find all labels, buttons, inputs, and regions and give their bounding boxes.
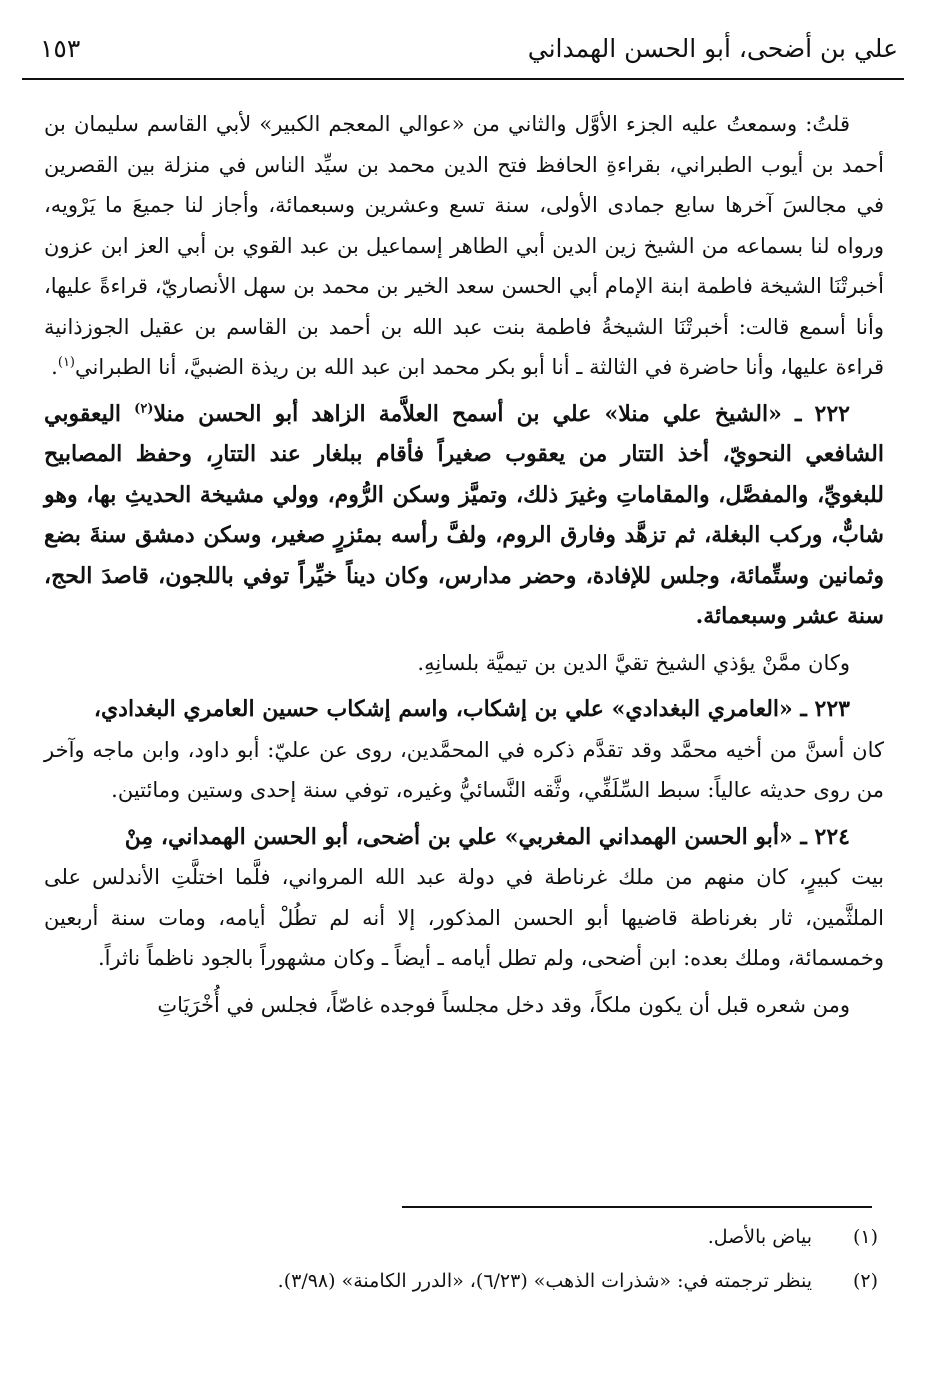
entry-224-body: بيت كبيرٍ، كان منهم من ملك غرناطة في دولة عبد الله المرواني، فلَّما اختلَّتِ الأندلس على الملثَّمين، ثار بغرناطة قاضيها أبو الحسن المذكور، إلا أنه لم تطُلْ أيامه، ومات سنة أربعين وخمسمائة، وملك بعده: ابن أضحى، ولم تطل أيامه ـ أيضاً ـ وكان مشهوراً بالجود ناظماً ناثراً. (44, 865, 884, 970)
footnote-reference: (١) (57, 355, 75, 370)
entry-223-body: كان أسنَّ من أخيه محمَّد وقد تقدَّم ذكره في المحمَّدين، روى عن عليّ: أبو داود، وابن ماجه وآخر من روى حديثه عالياً: سبط السِّلَفِّي، وثَّقه النَّسائيُّ وغيره، توفي سنة إحدى وستين ومائتين. (44, 737, 884, 802)
entry-223-heading: ٢٢٣ ـ «العامري البغدادي» علي بن إشكاب، واسم إشكاب حسين العامري البغدادي، (93, 696, 850, 722)
footnote-number: (٢) (852, 1270, 878, 1292)
paragraph-remark: وكان ممَّنْ يؤذي الشيخ تقيَّ الدين بن تيميَّة بلسانِهِ. (417, 650, 850, 675)
entry-222 (44, 394, 884, 637)
page-number: ١٥٣ (40, 34, 81, 63)
entry-222-heading: ٢٢٢ ـ «الشيخ علي منلا» علي بن أسمح العلاَّمة الزاهد أبو الحسن منلا (153, 400, 850, 427)
footnote-number: (١) (852, 1226, 878, 1248)
entry-222-body: اليعقوبي الشافعي النحويّ، أخذ التتار من يعقوب صغيراً فأقام ببلغار عند التتارِ، وحفظ المصابيح للبغويِّ، والمفصَّل، والمقاماتِ وغيرَ ذلك، وتميَّز وسكن الرُّوم، وولي مشيخة الحديثِ بها، وهو شابٌّ، وركب البغلة، ثم تزهَّد وفارق الروم، ولفَّ رأسه بمئزرٍ صغير، وسكن دمشق سنةَ بضع وثمانين وستِّمائة، وجلس للإفادة، وحضر مدارس، وكان ديناً خيِّراً توفي باللجون، قاصدَ الحج، سنة عشر وسبعمائة. (44, 400, 884, 629)
footnote-text: ينظر ترجمته في: «شذرات الذهب» (٦/٢٣)، «الدرر الكامنة» (٣/٩٨). (277, 1270, 812, 1292)
paragraph-poetry-intro: ومن شعره قبل أن يكون ملكاً، وقد دخل مجلساً فوجده غاصّاً، فجلس في أُخْرَيَاتِ (157, 992, 850, 1017)
footnote-text: بياض بالأصل. (707, 1226, 812, 1248)
paragraph-end: . (51, 355, 58, 379)
footnote-1 (44, 1226, 878, 1248)
paragraph-text: قلتُ: وسمعتُ عليه الجزء الأوَّل والثاني من «عوالي المعجم الكبير» لأبي القاسم سليمان بن أحمد بن أيوب الطبراني، بقراءةِ الحافظ فتح الدين محمد بن سيِّد الناس في منزلة بين القصرين في مجالسَ آخرها سابع جمادى الأولى، سنة تسع وعشرين وسبعمائة، وأجاز لنا جميعَ ما يَرْويه، ورواه لنا بسماعه من الشيخ زين الدين أبي الطاهر إسماعيل بن عبد القوي بن أبي العز ابن عزون أخبرتْنَا الشيخة فاطمة ابنة الإمام أبي الحسن سعد الخير بن محمد بن سهل الأنصاريّ، قراءةً عليها، وأنا أسمع قالت: أخبرتْنَا الشيخةُ فاطمة بنت عبد الله بن أحمد بن القاسم بن عقيل الجوزذانية قراءة عليها، وأنا حاضرة في الثالثة ـ أنا أبو بكر محمد ابن عبد الله بن ريذة الضبيَّ، أنا الطبراني (44, 112, 884, 379)
footnote-2 (44, 1270, 878, 1292)
paragraph-narration (44, 104, 884, 388)
running-title: علي بن أضحى، أبو الحسن الهمداني (527, 34, 898, 63)
footnote-divider (402, 1206, 872, 1208)
footnote-reference: (٢) (134, 401, 154, 417)
page-header (22, 30, 904, 80)
footnotes (44, 1226, 878, 1314)
main-text (44, 104, 884, 1025)
entry-224-heading: ٢٢٤ ـ «أبو الحسن الهمداني المغربي» علي بن أضحى، أبو الحسن الهمداني، مِنْ (124, 823, 850, 850)
